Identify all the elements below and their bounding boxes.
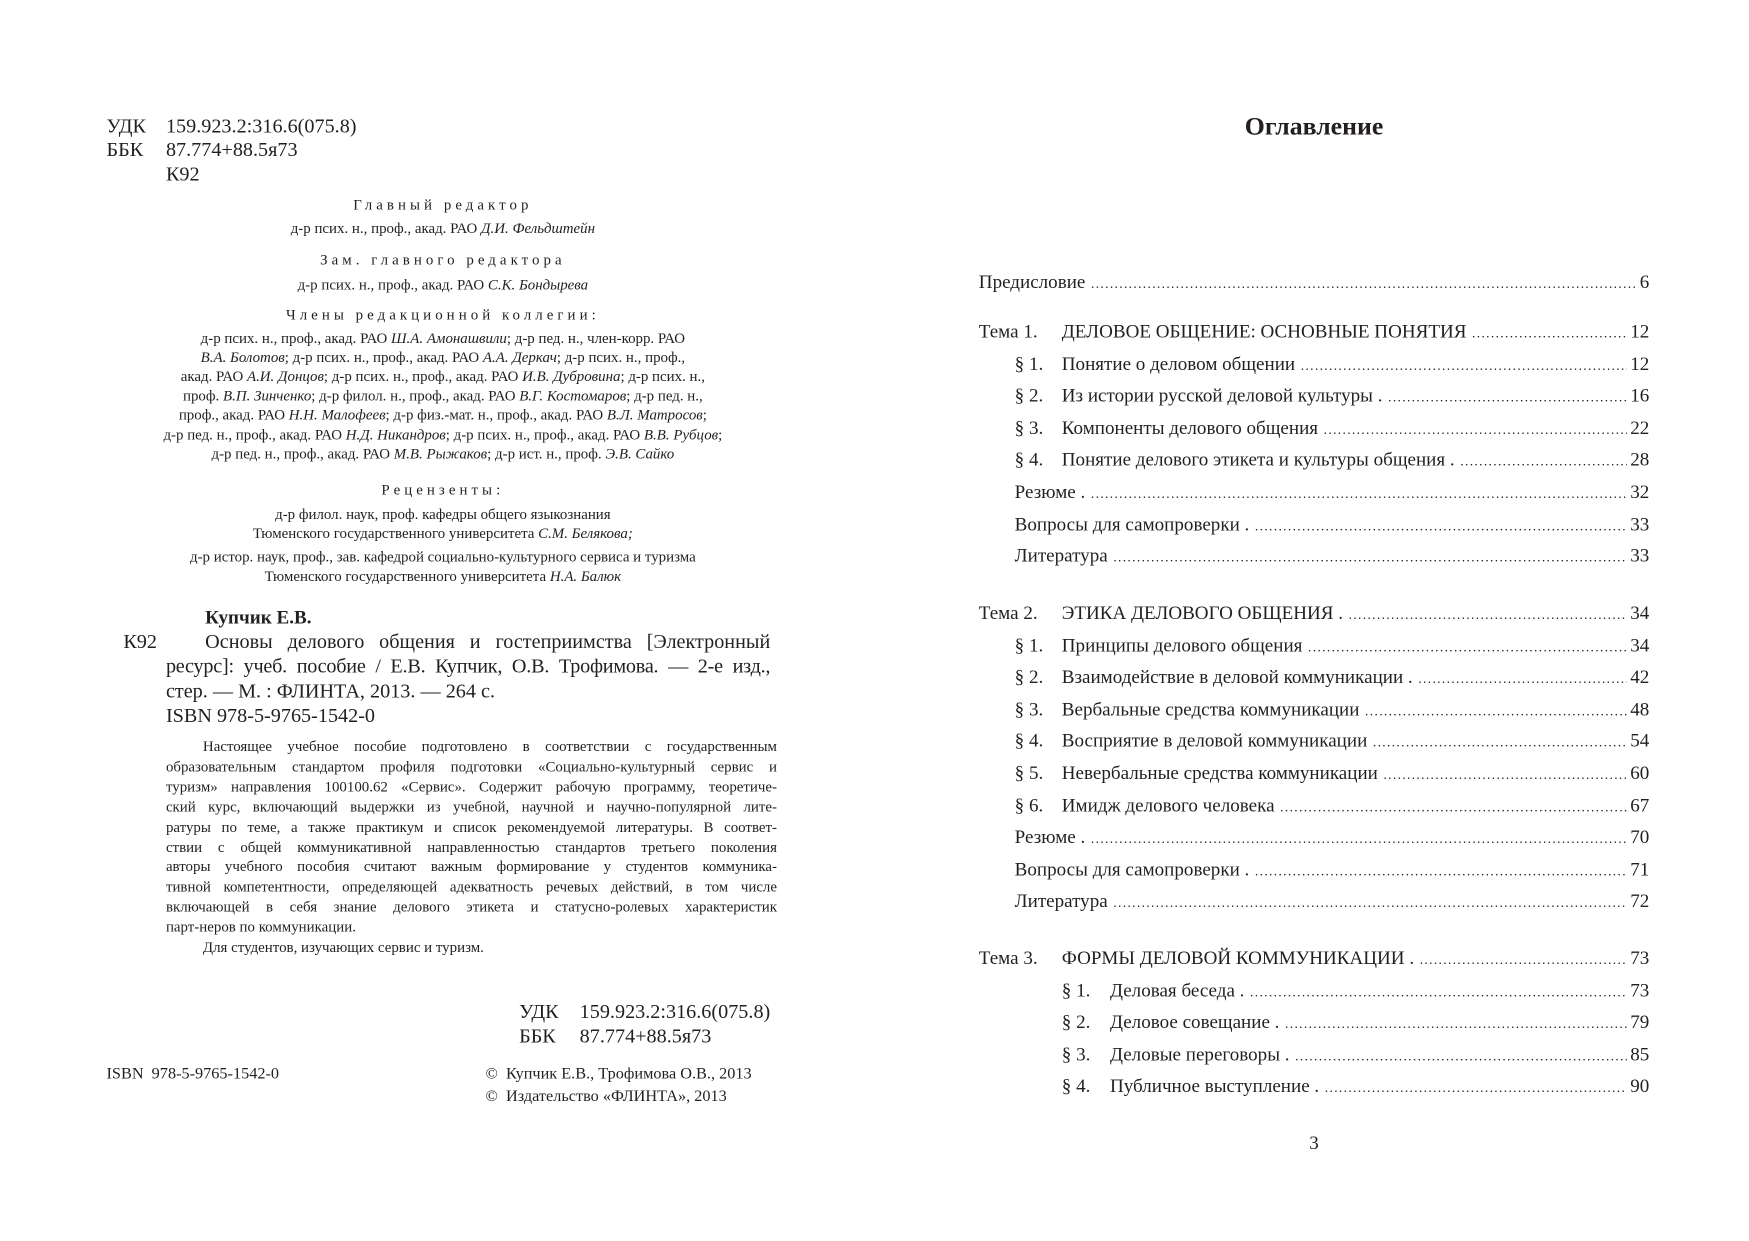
toc-entry[interactable] (1015, 694, 1650, 725)
toc-entry-number: § 2. (1014, 384, 1044, 407)
text-segment: ; д-р физ.-мат. н., проф., акад. РАО (385, 406, 607, 424)
toc-entry-page: 6 (1639, 271, 1650, 293)
toc-entry-page: 12 (1630, 352, 1650, 375)
text-segment: проф., акад. РАО (178, 406, 289, 424)
text-line (107, 328, 780, 347)
toc-entry-title: Литература (1014, 545, 1108, 567)
toc-entry-title: Понятие о деловом общении (1061, 352, 1296, 375)
toc-entry-page: 28 (1630, 448, 1650, 471)
toc-entry-title: Деловая беседа . (1109, 979, 1245, 1001)
text-line (107, 504, 780, 523)
dot-leader (1383, 759, 1626, 790)
toc-entry[interactable] (979, 598, 1649, 629)
toc-entry-title: Деловое совещание . (1109, 1011, 1280, 1033)
toc-entry[interactable] (1015, 662, 1650, 693)
udk-label: УДК (106, 114, 147, 137)
abstract-line: ский курс, включающий выдержки из учебной, научной и научно-популярной лите- (165, 797, 777, 815)
bibliographic-record (166, 629, 770, 728)
toc-entry-number: § 3. (1061, 1043, 1091, 1065)
dot-leader (1285, 1008, 1627, 1039)
dot-leader (1250, 976, 1627, 1007)
toc-entry-page: 79 (1630, 1011, 1650, 1033)
text-segment: ; д-р псих. н., проф., акад. РАО (445, 425, 644, 443)
toc-entry[interactable] (1062, 1039, 1650, 1070)
toc-entry[interactable] (1015, 380, 1650, 411)
toc-entry-title: Взаимодействие в деловой коммуникации . (1061, 666, 1413, 688)
toc-entry-number: § 4. (1061, 1075, 1091, 1097)
toc-entry-page: 70 (1630, 826, 1650, 848)
text-line (107, 367, 780, 386)
toc-entry-number: Тема 1. (978, 320, 1038, 342)
toc-entry-title: Предисловие (978, 271, 1086, 293)
text-segment: ; д-р пед. н., (626, 386, 703, 404)
toc-entry-page: 12 (1630, 320, 1650, 342)
toc-entry-title: Резюме . (1014, 826, 1086, 848)
toc-entry-page: 32 (1630, 480, 1650, 503)
text-segment: ; (718, 425, 723, 443)
toc-entry-title: Публичное выступление . (1109, 1075, 1320, 1097)
chief-editor-heading: Главный редактор (353, 196, 533, 214)
toc-entry[interactable] (979, 316, 1649, 347)
toc-entry[interactable] (1015, 412, 1650, 443)
toc-entry[interactable] (1015, 630, 1650, 661)
toc-entry-page: 60 (1630, 762, 1650, 784)
page-number: 3 (1309, 1132, 1319, 1154)
udk-label-bottom: УДК (519, 1000, 559, 1023)
text-segment: д-р истор. наук, проф., зав. кафедрой социально-культурного сервиса и туризма (190, 547, 696, 565)
bbk-value-bottom: 87.774+88.5я73 (579, 1024, 712, 1048)
isbn: ISBN 978-5-9765-1542-0 (106, 1065, 280, 1084)
dot-leader (1113, 542, 1627, 573)
dot-leader (1308, 631, 1627, 662)
toc-entry-title: Понятие делового этикета и культуры общения . (1061, 448, 1455, 471)
page-title: Оглавление (1244, 112, 1384, 141)
dot-leader (1280, 791, 1627, 822)
toc-entry[interactable] (1062, 1071, 1650, 1102)
reviewer-2 (107, 547, 780, 586)
toc-entry[interactable] (1015, 509, 1650, 540)
person-name: В.А. Болотов (200, 348, 285, 366)
dot-leader (1091, 268, 1636, 299)
text-segment: д-р псих. н., проф., акад. РАО (290, 219, 482, 237)
abstract-line: образовательным стандартом профиля подготовки «Социально-культурный сервис и (165, 757, 777, 775)
person-name: А.А. Деркач (482, 348, 557, 366)
chief-editor (107, 219, 780, 238)
toc-entry-page: 42 (1630, 666, 1650, 688)
abstract-line: авторы учебного пособия считают важным формирование у студентов коммуника- (165, 858, 777, 876)
toc-entry[interactable] (1062, 1007, 1650, 1038)
isbn-line: ISBN 978-5-9765-1542-0 (165, 704, 376, 727)
text-line (107, 405, 780, 424)
toc-entry-number: § 3. (1014, 416, 1044, 439)
toc-entry-title: Компоненты делового общения (1061, 416, 1319, 439)
copyright-publisher: © Издательство «ФЛИНТА», 2013 (485, 1087, 727, 1106)
dot-leader (1091, 478, 1627, 509)
text-segment: ; д-р псих. н., проф., (556, 348, 686, 366)
author-mark: К92 (165, 162, 200, 185)
toc-entry[interactable] (1015, 444, 1650, 475)
toc-entry[interactable] (1015, 886, 1650, 917)
toc-entry-number: § 5. (1014, 762, 1044, 784)
bbk-label-bottom: ББК (519, 1024, 556, 1048)
author-name: Купчик Е.В. (205, 606, 312, 628)
toc-entry-number: § 1. (1014, 634, 1044, 656)
toc-entry-page: 73 (1630, 947, 1650, 969)
text-line (107, 424, 780, 443)
toc-entry-page: 90 (1630, 1075, 1650, 1097)
toc-entry-page: 34 (1630, 602, 1650, 624)
toc-entry[interactable] (1015, 758, 1650, 789)
toc-entry-page: 48 (1630, 698, 1650, 720)
bib-line: ресурс]: учеб. пособие / Е.В. Купчик, О.В. Трофимова. — 2-е изд., (165, 654, 771, 678)
bbk-label: ББК (106, 137, 144, 161)
text-line (107, 347, 780, 366)
text-line (107, 547, 780, 566)
toc-entry-page: 22 (1630, 416, 1650, 439)
toc-entry-page: 16 (1630, 384, 1650, 407)
person-name: Э.В. Сайко (605, 444, 675, 462)
toc-entry-title: Невербальные средства коммуникации (1061, 762, 1378, 784)
abstract-line: туризм» направления 100100.62 «Сервис». Содержит рабочую программу, теоретиче- (165, 777, 777, 795)
reviewers-heading: Рецензенты: (381, 480, 505, 498)
toc-entry-page: 72 (1630, 890, 1650, 912)
dot-leader (1460, 446, 1627, 477)
toc-entry-title: Резюме . (1014, 480, 1086, 503)
board-heading: Члены редакционной коллегии: (285, 306, 600, 323)
text-line (107, 523, 780, 542)
person-name: Н.Д. Никандров (345, 425, 446, 443)
abstract-line: Настоящее учебное пособие подготовлено в соответствии с государственным (202, 737, 777, 755)
toc-entry-number: § 6. (1014, 794, 1044, 816)
text-segment: д-р пед. н., проф., акад. РАО (163, 425, 346, 443)
bib-line: стер. — М. : ФЛИНТА, 2013. — 264 с. (165, 679, 496, 702)
person-name: С.М. Белякова; (538, 524, 633, 542)
toc-entry-number: § 1. (1014, 352, 1044, 375)
person-name: С.К. Бондырева (487, 275, 589, 293)
person-name: М.В. Рыжаков (393, 444, 488, 462)
dot-leader (1301, 349, 1627, 380)
toc-entry[interactable] (1015, 348, 1650, 379)
text-segment: Тюменского государственного университета (252, 524, 539, 542)
toc-entry-number: § 1. (1061, 979, 1091, 1001)
toc-entry-number: § 4. (1014, 448, 1044, 471)
toc-entry[interactable] (979, 943, 1649, 974)
toc-entry-title: Вербальные средства коммуникации (1061, 698, 1360, 720)
person-name: Н.Н. Малофеев (288, 406, 386, 424)
toc-entry-number: Тема 3. (978, 947, 1038, 969)
bib-line: Основы делового общения и гостеприимства [Электронный (205, 630, 771, 653)
toc-entry-title: ЭТИКА ДЕЛОВОГО ОБЩЕНИЯ . (1061, 602, 1344, 624)
dot-leader (1091, 823, 1627, 854)
person-name: Ш.А. Амонашвили (390, 329, 507, 346)
text-segment: акад. РАО (180, 367, 247, 385)
reviewer-1 (107, 504, 780, 543)
toc-entry-page: 54 (1630, 730, 1650, 752)
deputy-editor-heading: Зам. главного редактора (320, 251, 566, 268)
text-segment: ; д-р псих. н., проф., акад. РАО (284, 348, 483, 366)
udk-value: 159.923.2:316.6(075.8) (165, 114, 357, 137)
toc-entry-page: 34 (1630, 634, 1650, 656)
text-segment: ; (702, 406, 707, 424)
dot-leader (1365, 695, 1627, 726)
dot-leader (1255, 855, 1627, 886)
abstract-line: тивной компетентности, определяющей адекватность речевых действий, в том числе (165, 878, 777, 896)
dot-leader (1418, 663, 1627, 694)
toc-entry-title: Деловые переговоры . (1109, 1043, 1290, 1065)
audience-note: Для студентов, изучающих сервис и туризм. (202, 938, 484, 956)
toc-entry-page: 33 (1630, 513, 1650, 535)
dot-leader (1472, 317, 1627, 348)
toc-entry-number: § 2. (1014, 666, 1044, 688)
toc-entry-title: Из истории русской деловой культуры . (1061, 384, 1383, 407)
text-line (107, 566, 780, 585)
text-segment: Тюменского государственного университета (264, 566, 550, 584)
toc-entry[interactable] (1015, 822, 1650, 853)
abstract-line: включающей в себя знание делового этикета и статусно-ролевых характеристик (165, 898, 777, 916)
dot-leader (1325, 1072, 1627, 1103)
dot-leader (1388, 381, 1627, 412)
dot-leader (1113, 887, 1627, 918)
person-name: В.В. Рубцов (643, 425, 719, 443)
toc-entry[interactable] (1015, 790, 1650, 821)
text-line (107, 386, 780, 405)
toc-entry-title: Имидж делового человека (1061, 794, 1275, 816)
abstract-line: ратуры по теме, а также практикум и список рекомендуемой литературы. В соответ- (165, 818, 777, 835)
toc-entry[interactable] (1015, 477, 1650, 508)
bbk-value: 87.774+88.5я73 (165, 137, 298, 161)
dot-leader (1255, 510, 1627, 541)
dot-leader (1324, 413, 1627, 444)
abstract-line: ствии с общей коммуникативной направленностью стандартов третьего поколения (165, 838, 777, 855)
toc-entry[interactable] (979, 267, 1649, 298)
text-segment: ; д-р филол. н., проф., акад. РАО (311, 386, 520, 404)
udk-value-bottom: 159.923.2:316.6(075.8) (579, 1000, 771, 1023)
text-segment: ; д-р ист. н., проф. (487, 444, 606, 462)
text-segment: ; д-р пед. н., член-корр. РАО (506, 329, 686, 346)
person-name: В.Г. Костомаров (519, 386, 627, 404)
person-name: А.И. Донцов (246, 367, 324, 385)
text-segment: д-р пед. н., проф., акад. РАО (211, 444, 394, 462)
text-segment: д-р псих. н., проф., акад. РАО (200, 329, 391, 346)
copyright-authors: © Купчик Е.В., Трофимова О.В., 2013 (485, 1065, 752, 1084)
toc-entry-title: Восприятие в деловой коммуникации (1061, 730, 1368, 752)
toc-entry[interactable] (1015, 726, 1650, 757)
toc-entry-page: 67 (1630, 794, 1650, 816)
catalog-mark: К92 (123, 630, 157, 653)
toc-entry[interactable] (1062, 975, 1650, 1006)
toc-entry-number: § 4. (1014, 730, 1044, 752)
person-name: Д.И. Фельдштейн (481, 219, 596, 237)
toc-entry-title: Принципы делового общения (1061, 634, 1303, 656)
text-segment: ; д-р псих. н., проф., акад. РАО (323, 367, 523, 385)
dot-leader (1420, 944, 1627, 975)
text-segment: проф. (183, 386, 224, 404)
board-members (107, 328, 780, 463)
text-segment: д-р филол. наук, проф. кафедры общего языкознания (275, 505, 611, 522)
text-line (107, 444, 780, 463)
toc-entry-page: 33 (1630, 545, 1650, 567)
text-segment: ; д-р псих. н., (620, 367, 705, 385)
person-name: Н.А. Балюк (549, 566, 622, 584)
dot-leader (1295, 1040, 1627, 1071)
dot-leader (1373, 727, 1627, 758)
toc-entry-page: 85 (1630, 1043, 1650, 1065)
person-name: В.П. Зинченко (223, 386, 312, 404)
dot-leader (1349, 599, 1627, 630)
toc-entry[interactable] (1015, 541, 1650, 572)
toc-entry-number: § 2. (1061, 1011, 1091, 1033)
text-segment: д-р псих. н., проф., акад. РАО (297, 275, 488, 293)
toc-entry-title: Вопросы для самопроверки . (1014, 858, 1250, 880)
toc-entry-page: 73 (1630, 979, 1650, 1001)
person-name: И.В. Дубровина (522, 367, 621, 385)
toc-entry-title: Вопросы для самопроверки . (1014, 513, 1250, 535)
abstract (166, 737, 777, 958)
toc-entry-number: § 3. (1014, 698, 1044, 720)
toc-entry-title: ДЕЛОВОЕ ОБЩЕНИЕ: ОСНОВНЫЕ ПОНЯТИЯ (1061, 320, 1467, 342)
toc-entry-title: ФОРМЫ ДЕЛОВОЙ КОММУНИКАЦИИ . (1061, 947, 1415, 969)
toc-entry-title: Литература (1014, 890, 1108, 912)
toc-entry-page: 71 (1630, 858, 1650, 880)
abstract-line: парт-неров по коммуникации. (165, 918, 356, 936)
toc-entry-number: Тема 2. (978, 602, 1038, 624)
toc-entry[interactable] (1015, 854, 1650, 885)
deputy-editor (107, 275, 780, 294)
person-name: В.Л. Матросов (606, 406, 703, 424)
